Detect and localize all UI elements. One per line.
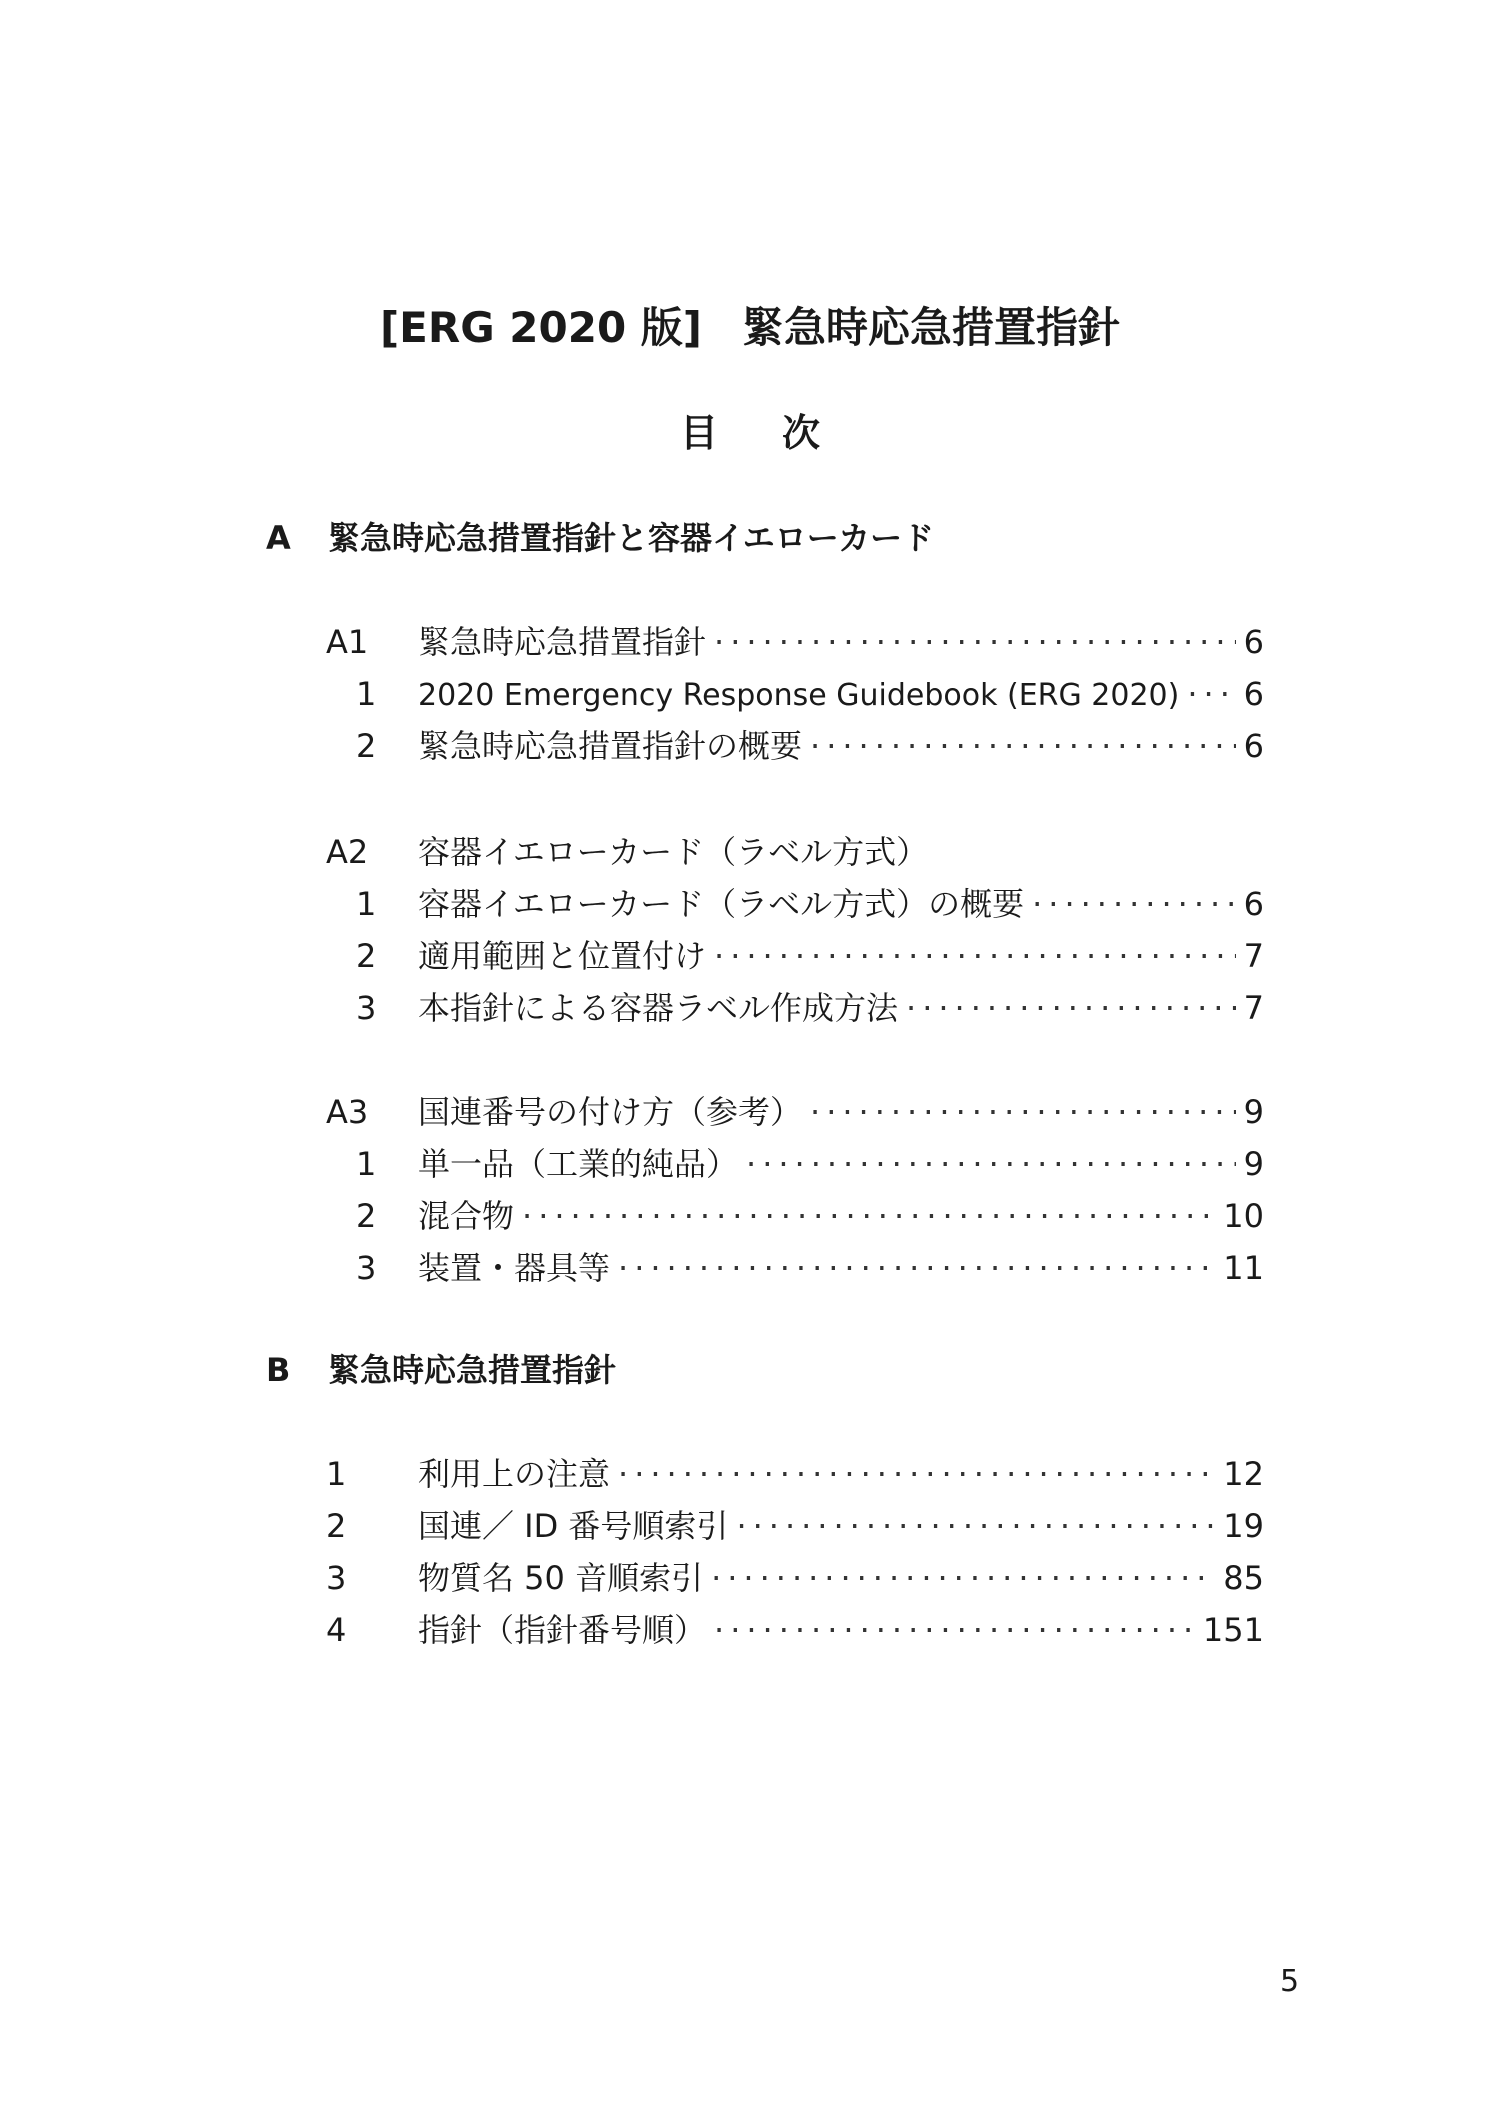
section-a-heading[interactable] bbox=[266, 516, 934, 560]
entry-label: 混合物 bbox=[418, 1197, 515, 1235]
toc-entry-b1[interactable] bbox=[326, 1452, 1264, 1496]
entry-number: 4 bbox=[326, 1611, 347, 1649]
leader-dots bbox=[746, 1142, 1236, 1186]
leader-dots bbox=[1187, 672, 1235, 716]
entry-label: 緊急時応急措置指針 bbox=[418, 623, 707, 661]
toc-entry-b4[interactable] bbox=[326, 1608, 1264, 1652]
leader-dots bbox=[618, 1246, 1215, 1290]
section-letter: B bbox=[266, 1351, 291, 1389]
leader-dots bbox=[736, 1504, 1215, 1548]
toc-entry-a3[interactable] bbox=[326, 1090, 1264, 1134]
toc-entry-a3-2[interactable] bbox=[326, 1194, 1264, 1238]
toc-entry-a2[interactable] bbox=[326, 830, 1264, 874]
toc-entry-a1-1[interactable] bbox=[326, 672, 1264, 716]
entry-page: 12 bbox=[1223, 1455, 1264, 1493]
toc-entry-a3-3[interactable] bbox=[326, 1246, 1264, 1290]
toc-entry-a2-2[interactable] bbox=[326, 934, 1264, 978]
entry-label: 物質名 50 音順索引 bbox=[418, 1559, 704, 1597]
leader-dots bbox=[714, 620, 1236, 664]
entry-number: A3 bbox=[326, 1093, 369, 1131]
toc-entry-a1-2[interactable] bbox=[326, 724, 1264, 768]
toc-entry-a2-3[interactable] bbox=[326, 986, 1264, 1030]
entry-label: 本指針による容器ラベル作成方法 bbox=[418, 989, 899, 1027]
section-b-heading[interactable] bbox=[266, 1348, 616, 1392]
toc-entry-a3-1[interactable] bbox=[326, 1142, 1264, 1186]
entry-page: 10 bbox=[1223, 1197, 1264, 1235]
entry-label: 利用上の注意 bbox=[418, 1455, 611, 1493]
entry-label: 2020 Emergency Response Guidebook (ERG 2020) bbox=[418, 678, 1180, 713]
leader-dots bbox=[714, 934, 1236, 978]
entry-page: 6 bbox=[1243, 623, 1264, 661]
entry-page: 7 bbox=[1243, 937, 1264, 975]
title-main: 緊急時応急措置指針 bbox=[742, 303, 1121, 352]
entry-page: 19 bbox=[1223, 1507, 1264, 1545]
leader-dots bbox=[810, 1090, 1236, 1134]
section-title: 緊急時応急措置指針と容器イエローカード bbox=[328, 519, 935, 557]
leader-dots bbox=[906, 986, 1236, 1030]
entry-number: 1 bbox=[356, 1145, 377, 1183]
entry-number: 1 bbox=[356, 885, 377, 923]
title-edition: [ERG 2020 版] bbox=[379, 303, 703, 352]
toc-entry-b2[interactable] bbox=[326, 1504, 1264, 1548]
page-number: 5 bbox=[1280, 1964, 1300, 1999]
entry-label: 単一品（工業的純品） bbox=[418, 1145, 739, 1183]
toc-heading-char-1: 目 bbox=[679, 411, 718, 455]
entry-label: 指針（指針番号順） bbox=[418, 1611, 707, 1649]
entry-page: 6 bbox=[1243, 727, 1264, 765]
entry-page: 151 bbox=[1202, 1611, 1264, 1649]
entry-number: 3 bbox=[356, 1249, 377, 1287]
leader-dots bbox=[1032, 882, 1236, 926]
entry-label: 国連番号の付け方（参考） bbox=[418, 1093, 803, 1131]
leader-dots bbox=[714, 1608, 1195, 1652]
entry-number: A1 bbox=[326, 623, 369, 661]
entry-number: 2 bbox=[356, 1197, 377, 1235]
entry-page: 6 bbox=[1243, 885, 1264, 923]
leader-dots bbox=[711, 1556, 1215, 1600]
entry-page: 9 bbox=[1243, 1145, 1264, 1183]
page-title bbox=[0, 298, 1500, 358]
entry-page: 85 bbox=[1223, 1559, 1264, 1597]
entry-label: 容器イエローカード（ラベル方式） bbox=[418, 833, 929, 871]
toc-heading-char-2: 次 bbox=[782, 411, 821, 455]
section-title: 緊急時応急措置指針 bbox=[328, 1351, 617, 1389]
toc-entry-b3[interactable] bbox=[326, 1556, 1264, 1600]
entry-number: 2 bbox=[356, 937, 377, 975]
entry-page: 9 bbox=[1243, 1093, 1264, 1131]
entry-number: 1 bbox=[356, 675, 377, 713]
entry-label: 適用範囲と位置付け bbox=[418, 937, 707, 975]
entry-number: 1 bbox=[326, 1455, 347, 1493]
toc-entry-a1[interactable] bbox=[326, 620, 1264, 664]
entry-label: 容器イエローカード（ラベル方式）の概要 bbox=[418, 885, 1025, 923]
leader-dots bbox=[522, 1194, 1215, 1238]
leader-dots bbox=[810, 724, 1236, 768]
entry-number: A2 bbox=[326, 833, 369, 871]
toc-entry-a2-1[interactable] bbox=[326, 882, 1264, 926]
entry-number: 3 bbox=[326, 1559, 347, 1597]
entry-number: 2 bbox=[356, 727, 377, 765]
entry-number: 3 bbox=[356, 989, 377, 1027]
entry-page: 6 bbox=[1243, 675, 1264, 713]
leader-dots bbox=[618, 1452, 1215, 1496]
entry-label: 装置・器具等 bbox=[418, 1249, 611, 1287]
entry-number: 2 bbox=[326, 1507, 347, 1545]
toc-heading bbox=[0, 408, 1500, 458]
entry-label: 緊急時応急措置指針の概要 bbox=[418, 727, 803, 765]
section-letter: A bbox=[266, 519, 291, 557]
entry-page: 11 bbox=[1223, 1249, 1264, 1287]
entry-page: 7 bbox=[1243, 989, 1264, 1027]
entry-label: 国連／ ID 番号順索引 bbox=[418, 1507, 729, 1545]
